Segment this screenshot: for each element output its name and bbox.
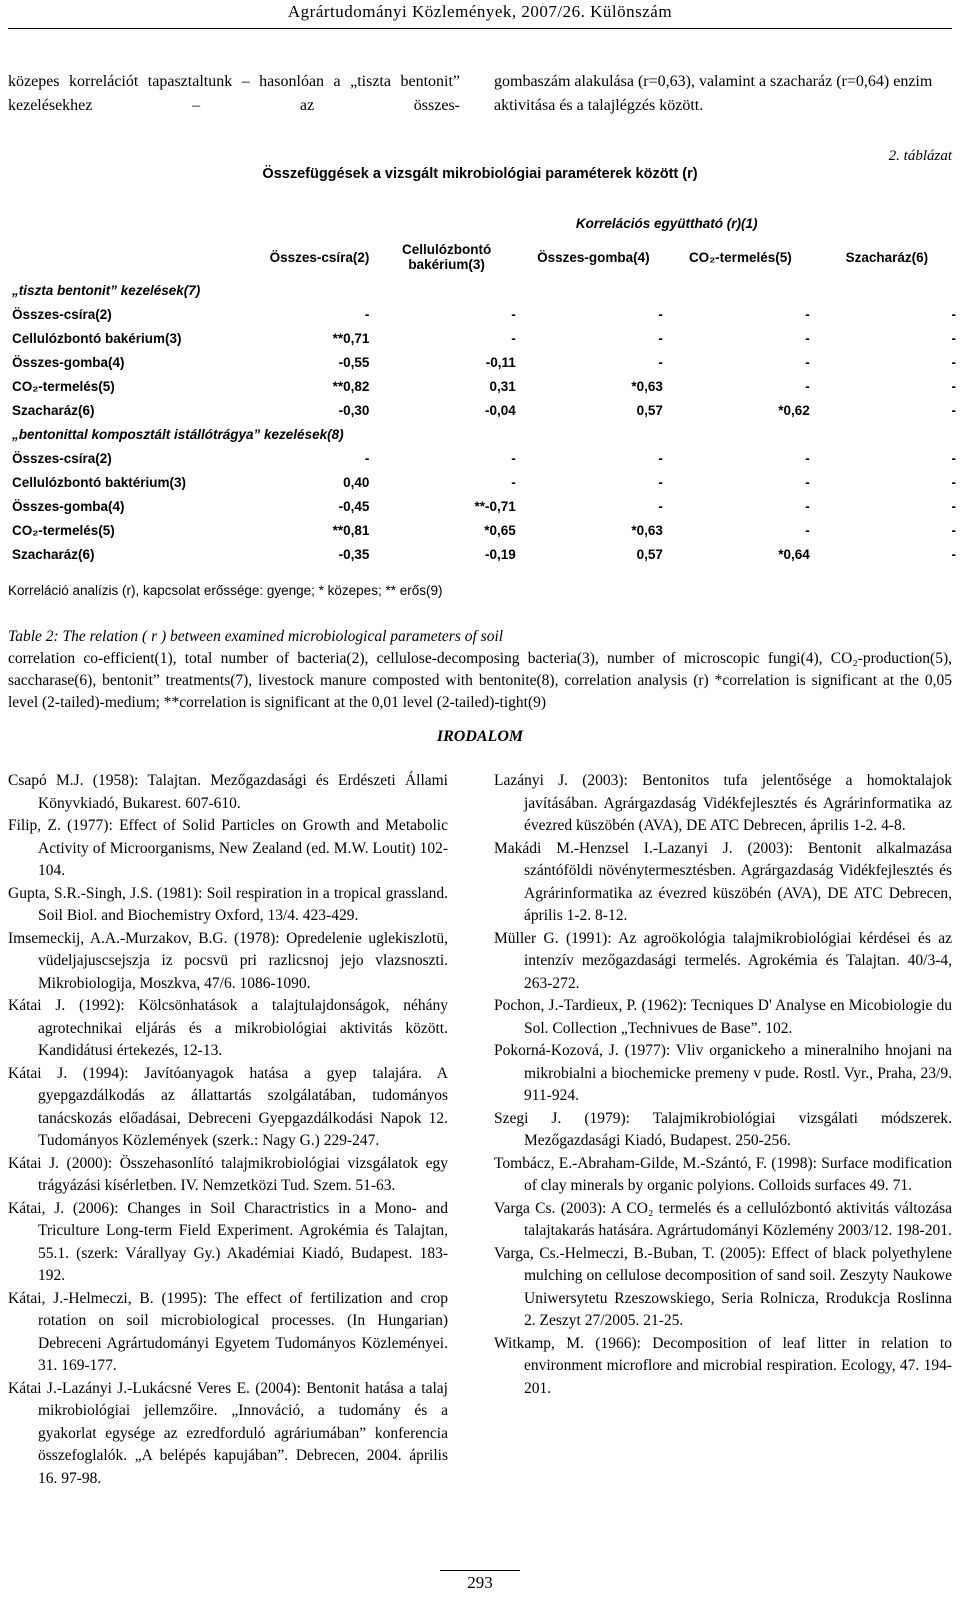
table-cell: - <box>658 354 663 370</box>
row-label: Szacharáz(6) <box>12 546 95 562</box>
table-cell: 0,31 <box>489 378 516 394</box>
reference-entry: Varga, Cs.-Helmeczi, B.-Buban, T. (2005): Effect of black polyethylene mulching on cellulose decomposition of sand soil. Zeszyty Naukowe Uniwersytetu Rzeszowskiego, Seria Rolnicza, Rrodukcja Roslinna 2. Zeszyt 27/2005. 21-25. <box>494 1244 952 1329</box>
table-cell: - <box>805 474 810 490</box>
table-cell: *0,62 <box>778 402 810 418</box>
table-cell: - <box>511 306 516 322</box>
table-cell: - <box>658 330 663 346</box>
table-cell: 0,40 <box>343 474 370 490</box>
table-cell: - <box>511 450 516 466</box>
caption-body: correlation co-efficient(1), total number of bacteria(2), cellulose-decomposing bacteria(3), number of microscopic fungi(4), CO₂-production(5), saccharase(6), bentonit” treatments(7), livestock manure composted with bentonite(8), correlation analysis (r) *correlation is significant at the 0,05 level (2-tailed)-medium; **correlation is significant at the 0,01 level (2-tailed)-tight(9) <box>8 650 952 711</box>
table-row <box>8 494 960 518</box>
table-cell: -0,30 <box>338 402 370 418</box>
column-header: Cellulózbontó bakérium(3) <box>401 242 492 272</box>
reference-entry: Pochon, J.-Tardieux, P. (1962): Tecniques D' Analyse en Micobiologie du Sol. Collection „Technivues de Base”. 102. <box>494 997 952 1037</box>
reference-entry: Gupta, S.R.-Singh, J.S. (1981): Soil respiration in a tropical grassland. Soil Biol. and Biochemistry Oxford, 13/4. 423-429. <box>8 884 448 924</box>
row-label: Összes-csíra(2) <box>12 450 112 466</box>
reference-entry: Kátai J. (1992): Kölcsönhatások a talajtulajdonságok, néhány agrotechnikai eljárás és a mikrobiológiai aktivitás között. Kandidátusi értekezés, 12-13. <box>8 997 448 1059</box>
table-cell: - <box>805 450 810 466</box>
table-cell: - <box>951 330 956 346</box>
table-cell: **0,71 <box>332 330 370 346</box>
table-cell: - <box>951 522 956 538</box>
row-label: Szacharáz(6) <box>12 402 95 418</box>
table-cell: -0,11 <box>485 354 516 370</box>
table-cell: - <box>658 306 663 322</box>
reference-entry: Csapó M.J. (1958): Talajtan. Mezőgazdasági és Erdészeti Állami Könyvkiadó, Bukarest. 607-610. <box>8 772 448 812</box>
table-cell: - <box>805 330 810 346</box>
table-cell: - <box>511 330 516 346</box>
caption-title: Table 2: The relation ( r ) between examined microbiological parameters of soil <box>8 628 504 645</box>
table-cell: *0,63 <box>631 522 663 538</box>
table-cell: **0,82 <box>332 378 370 394</box>
table-cell: -0,45 <box>338 498 370 514</box>
reference-entry: Kátai, J.-Helmeczi, B. (1995): The effect of fertilization and crop rotation on soil microbiological processes. (In Hungarian) Debreceni Agrártudományi Egyetem Tudományos Közleményei. 31. 169-177. <box>8 1289 448 1374</box>
page-number: 293 <box>467 1573 493 1592</box>
table-row <box>8 446 960 470</box>
table-cell: - <box>364 450 370 466</box>
table-cell: -0,35 <box>338 546 370 562</box>
column-header: Összes-csíra(2) <box>269 249 370 265</box>
table-cell: - <box>364 306 370 322</box>
row-label: CO₂-termelés(5) <box>12 378 115 394</box>
reference-entry: Witkamp, M. (1966): Decomposition of leaf litter in relation to environment microflore and microbial respiration. Ecology, 47. 194-201. <box>494 1334 952 1397</box>
reference-entry: Szegi J. (1979): Talajmikrobiológiai vizsgálati módszerek. Mezőgazdasági Kiadó, Budapest. 250-256. <box>494 1109 952 1149</box>
row-label: Összes-gomba(4) <box>12 498 125 514</box>
table-cell: - <box>805 378 810 394</box>
table-cell: -0,04 <box>485 402 516 418</box>
reference-entry: Kátai J.-Lazányi J.-Lukácsné Veres E. (2004): Bentonit hatása a talaj mikrobiológiai jellemzőire. „Innováció, a tudomány és a gyakorlat egysége az ezredforduló agráriumában” konferencia összefoglalók. „A belépés kapujában”. Debrecen, 2004. április 16. 97-98. <box>8 1379 448 1487</box>
table-cell: *0,63 <box>631 378 663 394</box>
table-cell: - <box>951 546 956 562</box>
reference-entry: Imsemeckij, A.A.-Murzakov, B.G. (1978): Opredelenie uglekiszlotü, vüdeljajuscsejszja iz pocsvü pri razlicsnoj jejo vlazsnoszti. Mikrobiologija, Moszkva, 47/6. 1086-1090. <box>8 929 448 992</box>
table-cell: **0,81 <box>332 522 370 538</box>
table-cell: -0,19 <box>485 546 516 562</box>
intro-text-left: közepes korrelációt tapasztaltunk – hasonlóan a „tiszta bentonit” kezelésekhez – az összes- <box>8 73 460 114</box>
table-cell: - <box>658 498 663 514</box>
column-header: Szacharáz(6) <box>845 249 929 265</box>
table-cell: *0,65 <box>484 522 516 538</box>
table-cell: **-0,71 <box>474 498 516 514</box>
row-label: Cellulózbontó baktérium(3) <box>12 474 187 490</box>
table-row <box>8 350 960 374</box>
table-cell: - <box>805 354 810 370</box>
row-label: Összes-csíra(2) <box>12 306 112 322</box>
footer-rule <box>440 1570 520 1571</box>
table-row <box>8 518 960 542</box>
references-heading: IRODALOM <box>436 728 524 745</box>
table-label: 2. táblázat <box>888 148 952 164</box>
running-header: Agrártudományi Közlemények, 2007/26. Különszám <box>287 2 673 21</box>
table-note: Korreláció analízis (r), kapcsolat erőssége: gyenge; * közepes; ** erős(9) <box>8 583 443 598</box>
reference-entry: Makádi M.-Henzsel I.-Lazanyi J. (2003): Bentonit alkalmazása szántóföldi növénytermesztésben. Agrárgazdaság Vidékfejlesztés és Agrárinformatika az évezred küszöbén (AVA), DE ATC Debrecen, április 1-2. 8-12. <box>494 839 952 924</box>
reference-entry: Filip, Z. (1977): Effect of Solid Particles on Growth and Metabolic Activity of Microorganisms, New Zealand (ed. M.W. Loutit) 102-104. <box>8 817 448 879</box>
reference-entry: Lazányi J. (2003): Bentonitos tufa jelentősége a homoktalajok javításában. Agrárgazdaság Vidékfejlesztés és Agrárinformatika az évezred küszöbén (AVA), DE ATC Debrecen, április 1-2. 4-8. <box>494 772 952 834</box>
table-cell: - <box>951 378 956 394</box>
table-cell: - <box>951 402 956 418</box>
intro-text-right: gombaszám alakulása (r=0,63), valamint a szacharáz (r=0,64) enzim aktivitása és a talajlégzés között. <box>494 73 933 114</box>
english-caption <box>8 626 952 714</box>
row-label: Összes-gomba(4) <box>12 354 125 370</box>
table-cell: - <box>658 450 663 466</box>
reference-entry: Kátai J. (1994): Javítóanyagok hatása a gyep talajára. A gyepgazdálkodás az állattartás szolgálatában, tudományos tanácskozás előadásai, Debreceni Gyepgazdálkodási Napok 12. Tudományos Közlemények (szerk.: Nagy G.) 229-247. <box>8 1064 448 1149</box>
group-header: Korrelációs együttható (r)(1) <box>575 215 758 231</box>
reference-entry: Kátai, J. (2006): Changes in Soil Charactristics in a Mono- and Triculture Long-term Field Experiment. Agrokémia és Talajtan, 55.1. (szerk: Várallyay Gy.) Akadémiai Kiadó, Budapest. 183-192. <box>8 1199 448 1284</box>
row-label: Cellulózbontó bakérium(3) <box>12 330 182 346</box>
table-row <box>8 302 960 326</box>
table-cell: - <box>951 354 956 370</box>
table-row <box>8 326 960 350</box>
reference-entry: Kátai J. (2000): Összehasonlító talajmikrobiológiai vizsgálatok egy trágyázási kísérletben. IV. Nemzetközi Tud. Szem. 51-63. <box>8 1154 448 1194</box>
references-left-column <box>8 770 448 1490</box>
row-label: CO₂-termelés(5) <box>12 522 115 538</box>
table-cell: *0,64 <box>778 546 810 562</box>
table-row <box>8 542 960 566</box>
column-header-row <box>8 236 960 278</box>
table-row <box>8 374 960 398</box>
table-cell: - <box>805 522 810 538</box>
table-cell: - <box>951 306 956 322</box>
column-header: CO₂-termelés(5) <box>688 249 792 265</box>
section-title: „bentonittal komposztált istállótrágya” kezelések(8) <box>12 426 344 442</box>
table-cell: -0,55 <box>338 354 370 370</box>
table-cell: - <box>805 498 810 514</box>
table-cell: - <box>511 474 516 490</box>
table-cell: 0,57 <box>636 546 663 562</box>
correlation-table <box>8 210 960 566</box>
column-header: Összes-gomba(4) <box>537 249 650 265</box>
table-cell: - <box>658 474 663 490</box>
table-title: Összefüggések a vizsgált mikrobiológiai paraméterek között (r) <box>262 166 698 182</box>
section-title: „tiszta bentonit” kezelések(7) <box>12 282 201 298</box>
reference-entry: Varga Cs. (2003): A CO₂ termelés és a cellulózbontó aktivitás változása talajtakarás hatására. Agrártudományi Közlemény 2003/12. 198-201. <box>494 1199 952 1239</box>
table-row <box>8 470 960 494</box>
references-right-column <box>494 770 952 1400</box>
reference-entry: Müller G. (1991): Az agroökológia talajmikrobiológiai kérdései és az intenzív mezőgazdasági termelés. Agrokémia és Talajtan. 40/3-4, 263-272. <box>494 929 952 992</box>
table-row <box>8 398 960 422</box>
table-cell: - <box>805 306 810 322</box>
header-rule <box>8 28 952 29</box>
reference-entry: Pokorná-Kozová, J. (1977): Vliv organickeho a mineralniho hnojani na mikrobialni a biochemicke premeny v pude. Rostl. Vyr., Praha, 23/9. 911-924. <box>494 1042 952 1104</box>
table-cell: 0,57 <box>636 402 663 418</box>
table-cell: - <box>951 450 956 466</box>
table-cell: - <box>951 498 956 514</box>
reference-entry: Tombácz, E.-Abraham-Gilde, M.-Szántó, F. (1998): Surface modification of clay minerals by organic polyions. Colloids surfaces 49. 71. <box>494 1154 952 1194</box>
table-cell: - <box>951 474 956 490</box>
